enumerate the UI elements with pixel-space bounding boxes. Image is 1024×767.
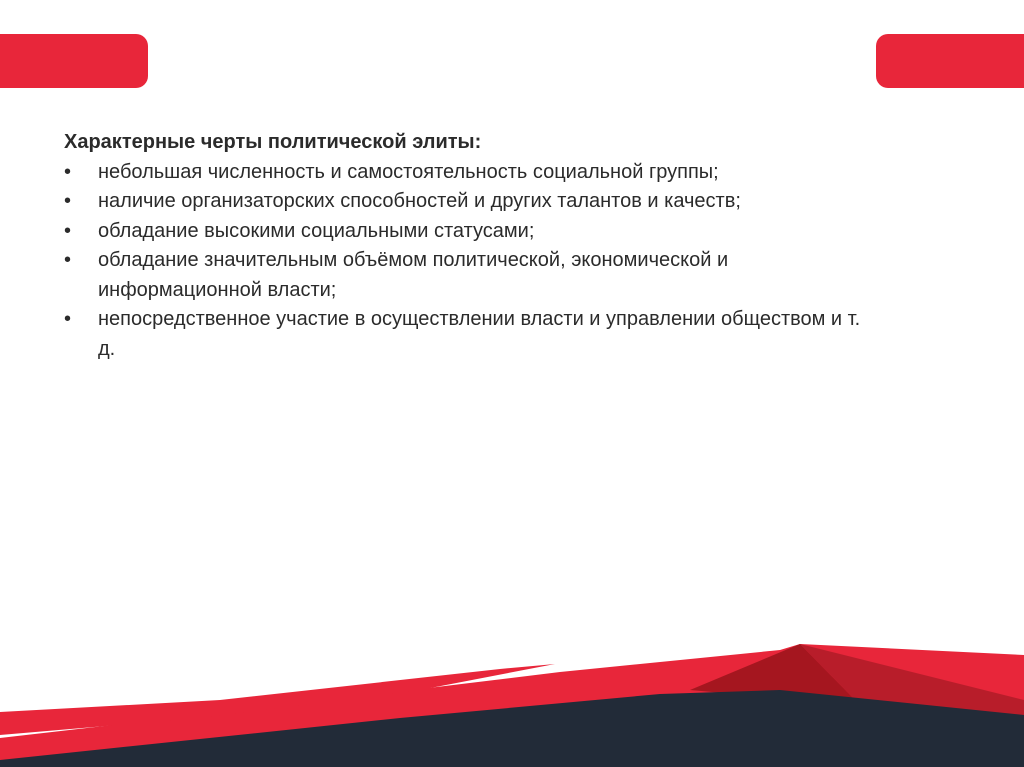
- list-item-text: обладание высокими социальными статусами;: [98, 219, 535, 242]
- slide-heading: Характерные черты политической элиты:: [64, 131, 482, 153]
- list-item-text: обладание значительным объёмом политической, экономической и информационной власти;: [98, 249, 729, 301]
- list-item-text: небольшая численность и самостоятельность социальной группы;: [98, 160, 719, 183]
- list-item-text: непосредственное участие в осуществлении власти и управлении обществом и т. д.: [98, 308, 861, 360]
- list-item-text: наличие организаторских способностей и других талантов и качеств;: [98, 190, 741, 212]
- bullet-icon: •: [64, 160, 72, 183]
- bullet-icon: •: [64, 308, 72, 330]
- bullet-icon: •: [64, 249, 72, 271]
- bullet-icon: •: [64, 190, 72, 212]
- bullet-icon: •: [64, 219, 72, 242]
